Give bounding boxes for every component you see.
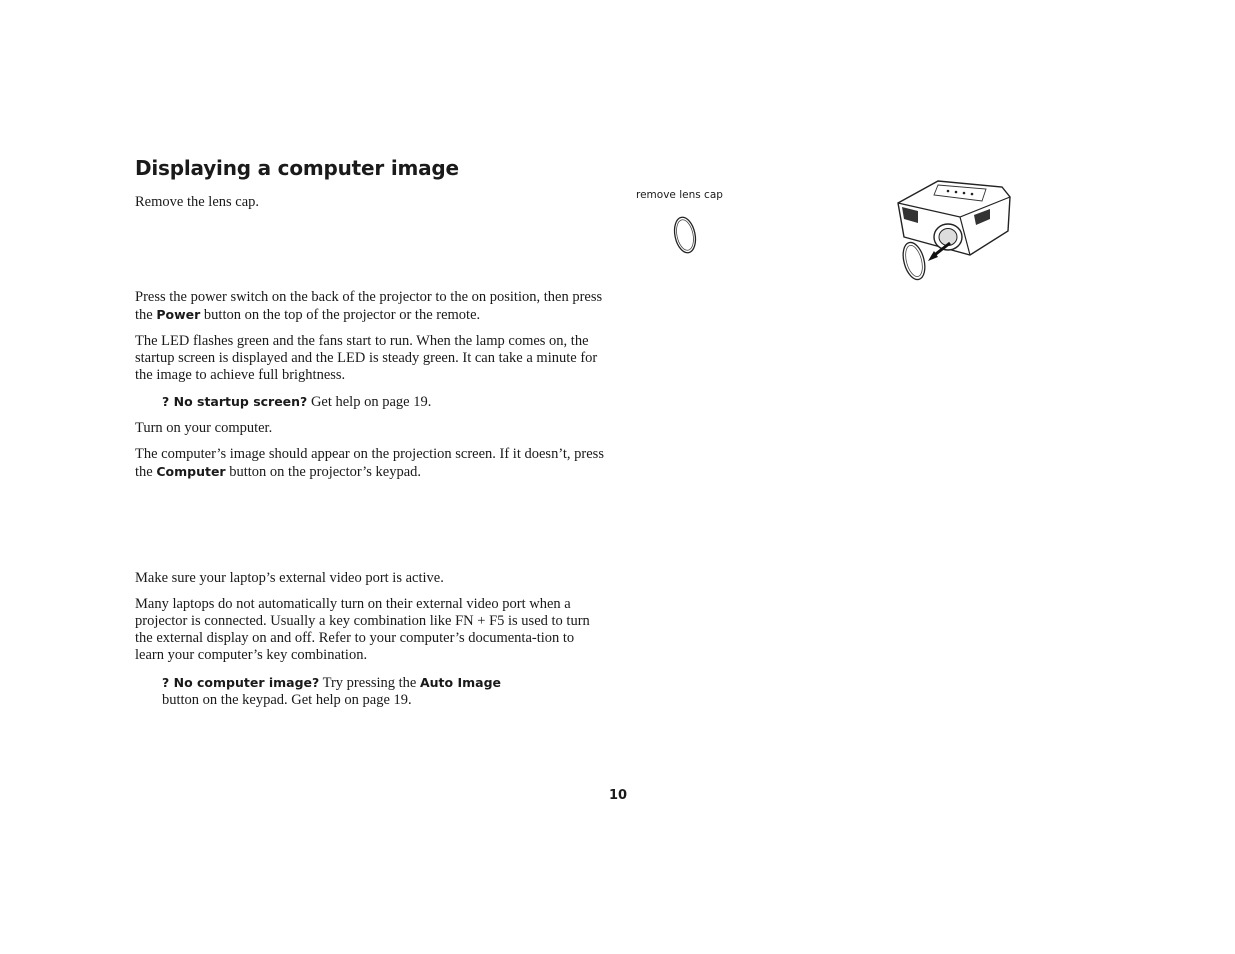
hint-computer-rest: button on the keypad. Get help on page 19. <box>162 692 412 708</box>
hint-no-computer-image <box>162 674 502 709</box>
hint-startup-rest: Get help on page 19. <box>307 394 432 410</box>
hint-computer-mid: Try pressing the <box>319 675 420 691</box>
figure-caption: remove lens cap <box>636 189 723 201</box>
power-instructions <box>135 289 605 324</box>
led-description: The LED flashes green and the fans start to run. When the lamp comes on, the startup screen is displayed and the LED is steady green. It can take a minute for the image to achieve full brightness. <box>135 333 598 383</box>
power-key-label: Power <box>156 307 201 322</box>
laptops-description: Many laptops do not automatically turn on their external video port when a projector is connected. Usually a key combination like FN + F5 is used to turn the external display on and off. Refer to your computer’s documenta-tion to learn your computer’s key combination. <box>135 596 590 663</box>
lens-cap-icon <box>668 210 704 260</box>
computer-text-pre: The computer’s image should appear on the projection screen. If it doesn’t, press the <box>135 446 604 480</box>
projector-illustration-icon <box>890 175 1020 285</box>
computer-key-label: Computer <box>156 464 226 479</box>
auto-image-key-label: Auto Image <box>419 675 502 690</box>
computer-text-post: button on the projector’s keypad. <box>225 464 422 480</box>
hint-computer-lead: ? No computer image? <box>162 675 320 690</box>
page-title: Displaying a computer image <box>135 156 459 180</box>
computer-image-instructions <box>135 446 605 481</box>
page-number: 10 <box>608 788 628 803</box>
power-text-post: button on the top of the projector or the remote. <box>200 307 481 323</box>
step-turn-on-computer: Turn on your computer. <box>135 420 273 436</box>
power-text-pre: Press the power switch on the back of the projector to the on position, then press the <box>135 289 603 323</box>
hint-no-startup-screen <box>162 393 602 411</box>
hint-startup-lead: ? No startup screen? <box>162 394 308 409</box>
step-laptop-video-port: Make sure your laptop’s external video port is active. <box>135 570 444 586</box>
step-remove-lens-cap: Remove the lens cap. <box>135 194 260 210</box>
